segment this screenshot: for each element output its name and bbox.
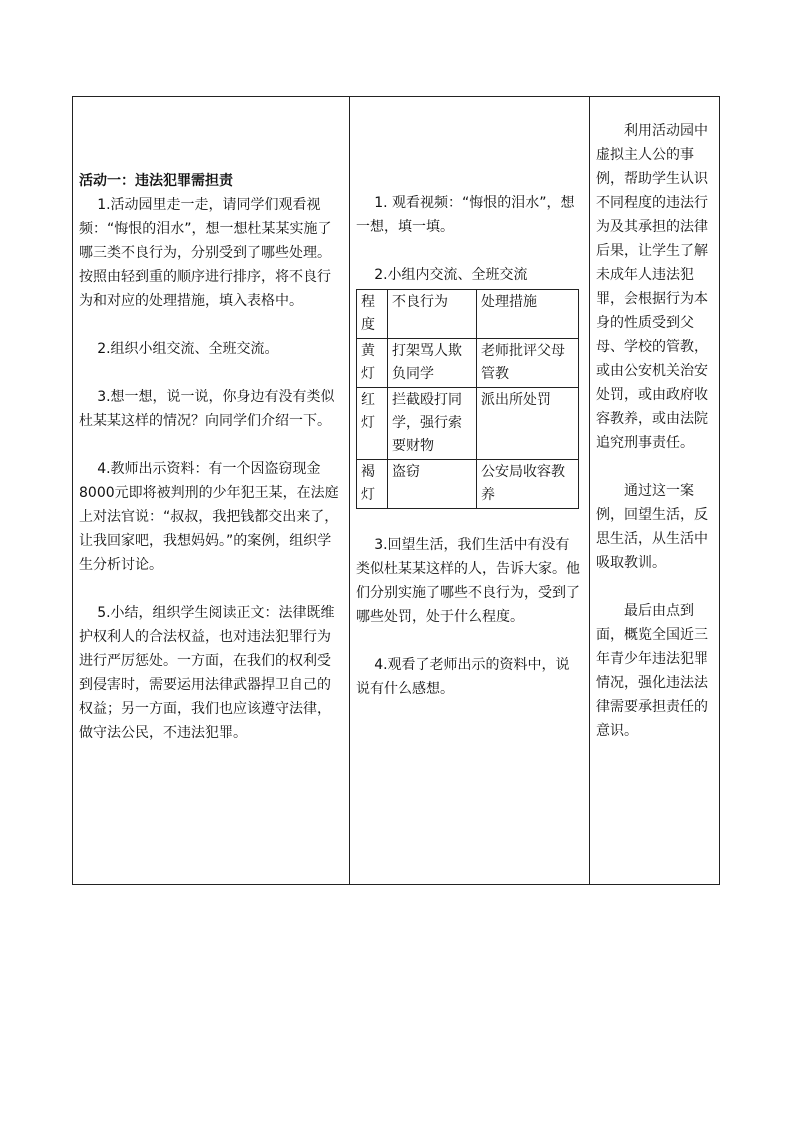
table-cell: 公安局收容教养 — [477, 460, 579, 509]
table-cell: 褐灯 — [357, 460, 388, 509]
intent-paragraph-2: 通过这一案例，回望生活，反思生活，从生活中吸取教训。 — [596, 483, 708, 571]
teacher-step-2: 2.组织小组交流、全班交流。 — [97, 341, 279, 357]
table-row — [357, 460, 579, 509]
student-step-1: 1. 观看视频：“悔恨的泪水”，想一想，填一填。 — [356, 195, 575, 235]
lesson-table — [72, 96, 720, 885]
teacher-step-4: 4.教师出示资料：有一个因盗窃现金8000元即将被判刑的少年犯王某，在法庭上对法官说：“叔叔，我把钱都交出来了，让我回家吧，我想妈妈。”的案例，组织学生分析讨论。 — [79, 461, 339, 573]
table-cell: 红灯 — [357, 388, 388, 460]
student-step-4: 4.观看了老师出示的资料中，说说有什么感想。 — [356, 657, 570, 697]
student-activity-column — [350, 97, 589, 884]
header-behavior: 不良行为 — [388, 290, 477, 339]
header-measure: 处理措施 — [477, 290, 579, 339]
teacher-step-1: 1.活动园里走一走，请同学们观看视频：“悔恨的泪水”，想一想杜某某实施了哪三类不良行为，分别受到了哪些处理。按照由轻到重的顺序进行排序，将不良行为和对应的处理措施，填入表格中。 — [79, 197, 332, 309]
intent-paragraph-3: 最后由点到面，概览全国近三年青少年违法犯罪情况，强化违法法律需要承担责任的意识。 — [596, 603, 708, 739]
table-row — [357, 339, 579, 388]
table-cell: 派出所处罚 — [477, 388, 579, 460]
student-step-3: 3.回望生活，我们生活中有没有类似杜某某这样的人，告诉大家。他们分别实施了哪些不良行为，受到了哪些处罚，处于什么程度。 — [356, 537, 580, 625]
design-intent-column — [590, 97, 721, 884]
table-cell: 拦截殴打同学，强行索要财物 — [388, 388, 477, 460]
table-cell: 盗窃 — [388, 460, 477, 509]
teacher-step-5: 5.小结，组织学生阅读正文：法律既维护权利人的合法权益，也对违法犯罪行为进行严厉惩处。一方面，在我们的权利受到侵害时，需要运用法律武器捍卫自己的权益；另一方面，我们也应该遵守法律，做守法公民，不违法犯罪。 — [79, 605, 335, 741]
table-row — [357, 388, 579, 460]
behavior-table — [356, 289, 579, 509]
activity-title: 活动一：违法犯罪需担责 — [79, 173, 233, 189]
teacher-activity-column — [73, 97, 349, 884]
behavior-table-header — [357, 290, 579, 339]
header-level: 程度 — [357, 290, 388, 339]
teacher-step-3: 3.想一想，说一说，你身边有没有类似杜某某这样的情况？向同学们介绍一下。 — [79, 389, 335, 429]
table-cell: 老师批评父母管教 — [477, 339, 579, 388]
table-cell: 黄灯 — [357, 339, 388, 388]
intent-paragraph-1: 利用活动园中虚拟主人公的事例，帮助学生认识不同程度的违法行为及其承担的法律后果，让学生了解未成年人违法犯罪，会根据行为本身的性质受到父母、学校的管教，或由公安机关治安处罚，或由政府收容教养，或由法院追究刑事责任。 — [596, 123, 708, 451]
student-step-2: 2.小组内交流、全班交流 — [374, 267, 528, 283]
table-cell: 打架骂人欺负同学 — [388, 339, 477, 388]
